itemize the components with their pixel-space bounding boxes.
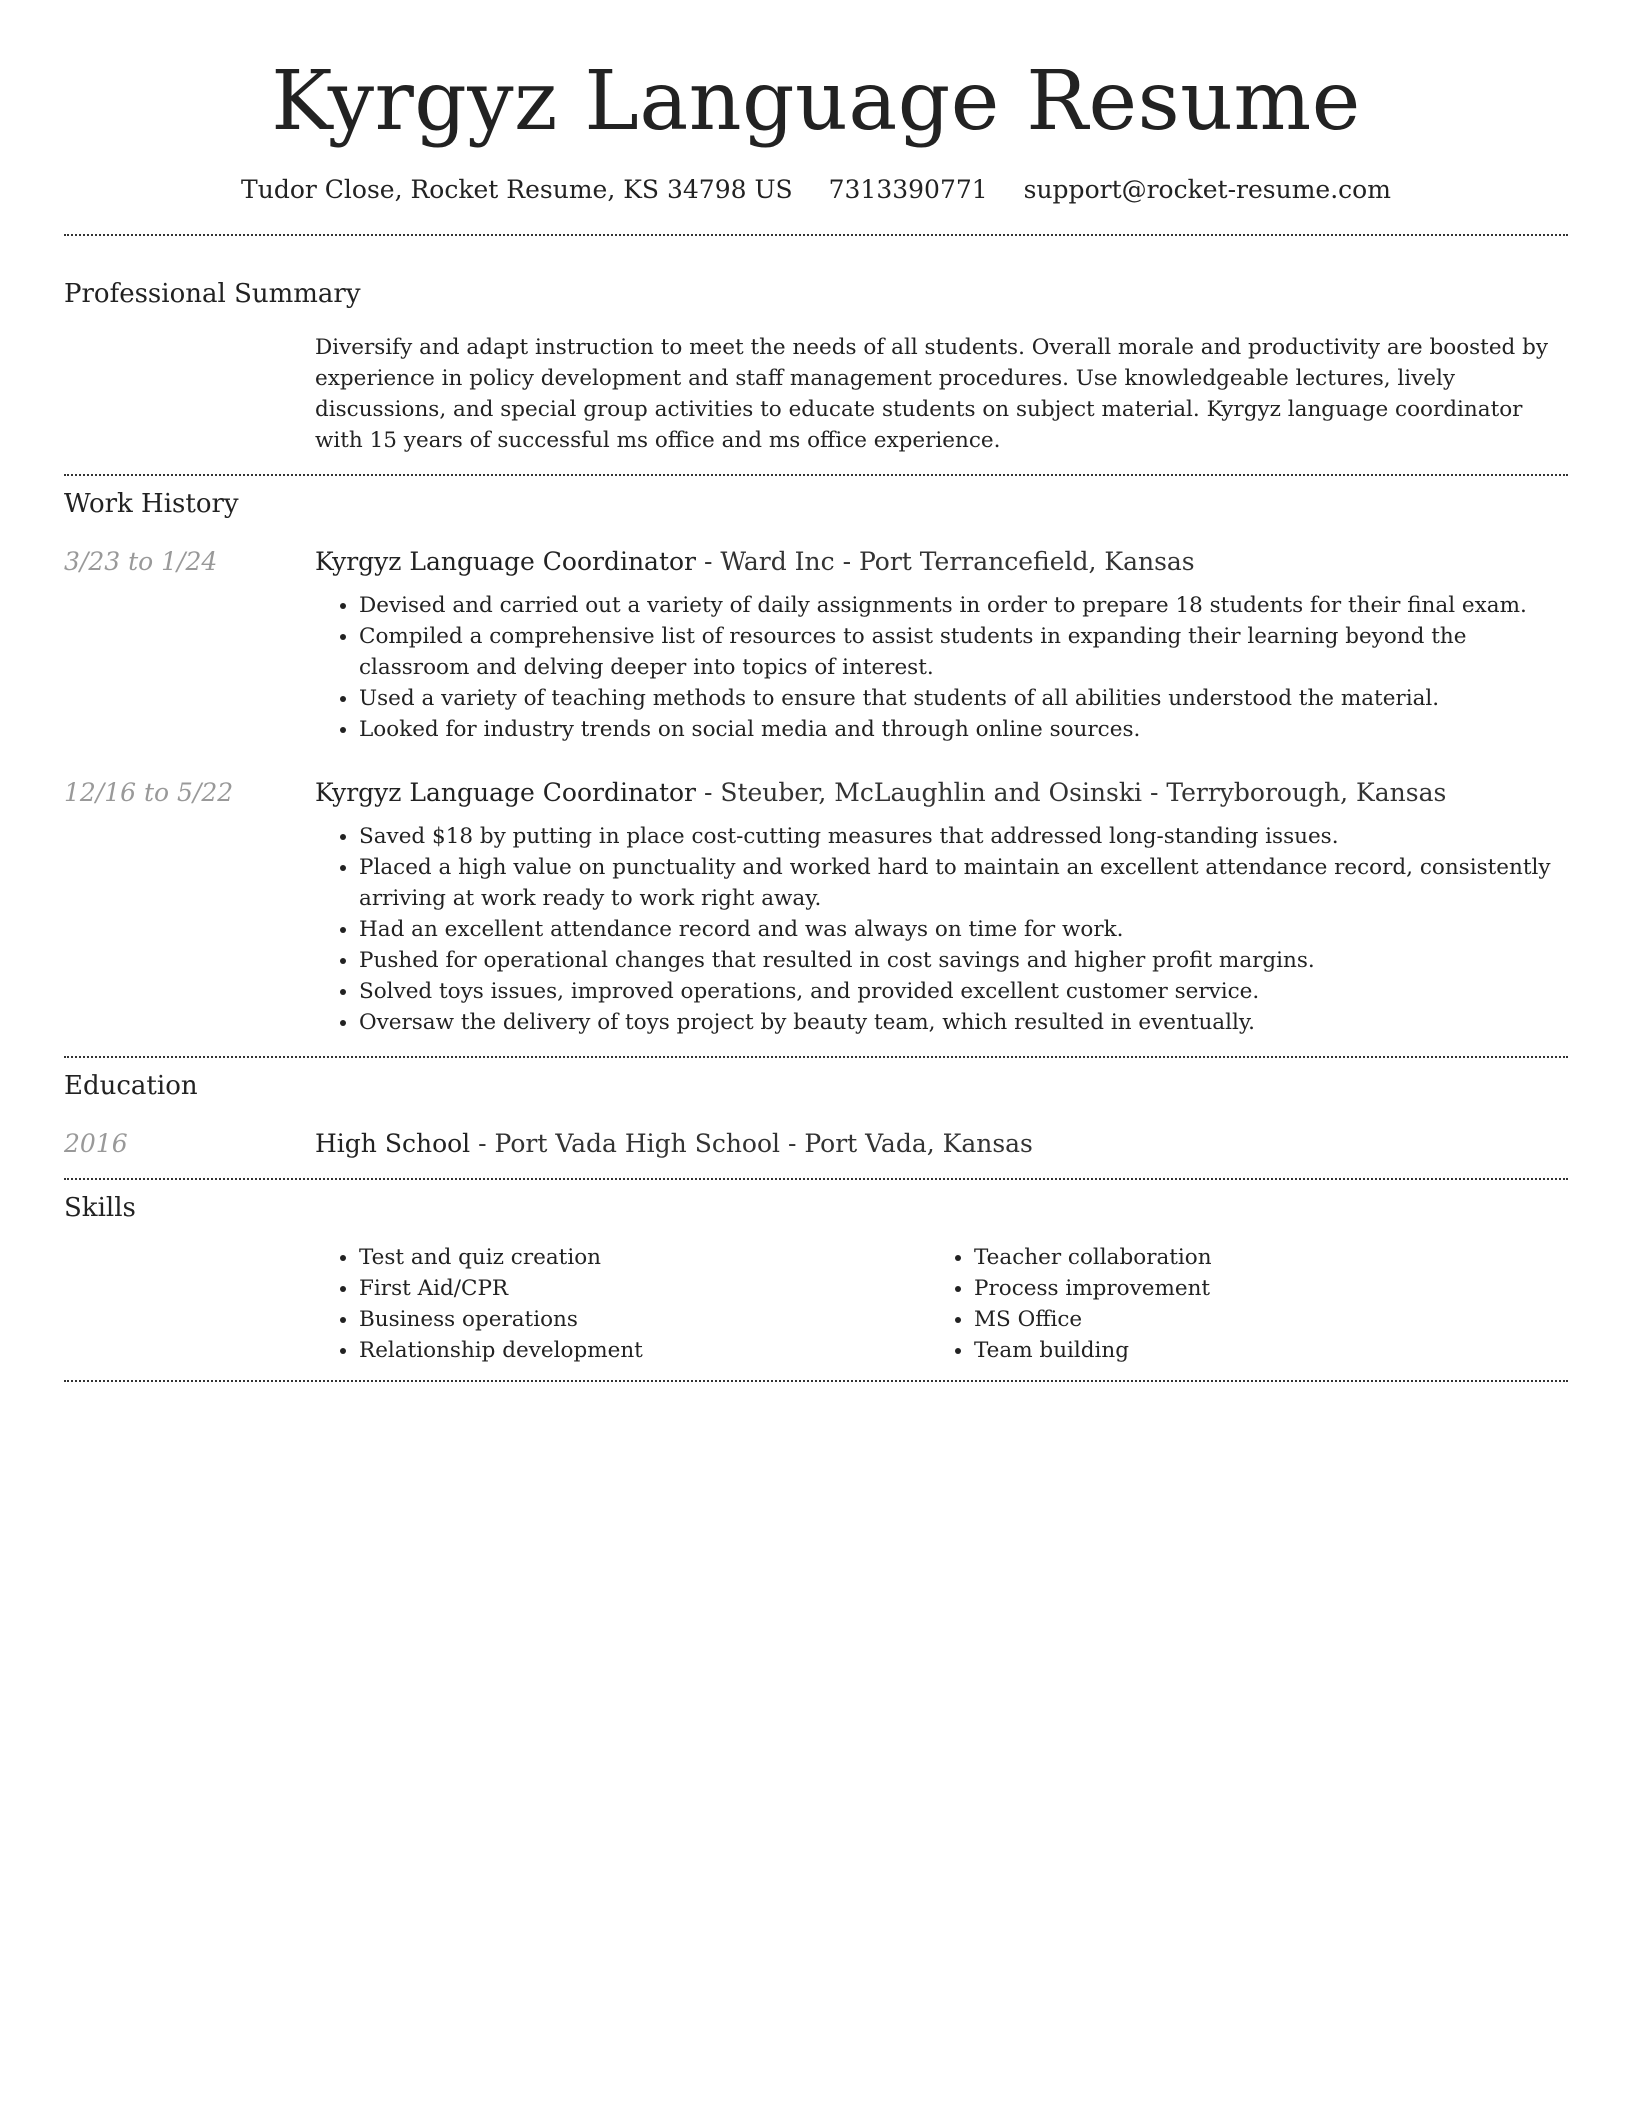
list-item: • Process improvement bbox=[974, 1273, 1545, 1304]
list-item: • Devised and carried out a variety of daily assignments in order to prepare 18 students for their final exam. bbox=[359, 590, 1568, 621]
skills-row bbox=[64, 1226, 1568, 1380]
skills-heading: Skills bbox=[64, 1193, 136, 1223]
education-school: Port Vada High School - Port Vada, Kansas bbox=[494, 1129, 1033, 1158]
section-divider bbox=[64, 234, 1568, 236]
list-item: • Teacher collaboration bbox=[974, 1242, 1545, 1273]
list-item: • Used a variety of teaching methods to ensure that students of all abilities understood the material. bbox=[359, 683, 1568, 714]
list-item: • Solved toys issues, improved operations, and provided excellent customer service. bbox=[359, 976, 1568, 1007]
job-entry bbox=[64, 775, 1568, 1056]
list-item: • Saved $18 by putting in place cost-cutting measures that addressed long-standing issues. bbox=[359, 821, 1568, 852]
section-divider bbox=[64, 1178, 1568, 1180]
summary-row bbox=[64, 312, 1568, 474]
job-entry bbox=[64, 544, 1568, 745]
skills-list-left bbox=[315, 1242, 930, 1366]
job-bullets bbox=[315, 821, 1568, 1038]
list-item: • First Aid/CPR bbox=[359, 1273, 930, 1304]
list-item: • Placed a high value on punctuality and worked hard to maintain an excellent attendance record, consistently arriving at work ready to work right away. bbox=[359, 852, 1568, 914]
job-role: Kyrgyz Language Coordinator bbox=[315, 547, 696, 576]
job-company: Steuber, McLaughlin and Osinski - Terryborough, Kansas bbox=[720, 778, 1447, 807]
education-entry bbox=[64, 1126, 1568, 1162]
list-item: • Pushed for operational changes that resulted in cost savings and higher profit margins. bbox=[359, 945, 1568, 976]
list-item: • Compiled a comprehensive list of resources to assist students in expanding their learning beyond the classroom and delving deeper into topics of interest. bbox=[359, 621, 1568, 683]
list-item: • MS Office bbox=[974, 1304, 1545, 1335]
contact-phone: 7313390771 bbox=[828, 175, 988, 204]
job-role: Kyrgyz Language Coordinator bbox=[315, 778, 696, 807]
list-item: • Test and quiz creation bbox=[359, 1242, 930, 1273]
job-company: Ward Inc - Port Terrancefield, Kansas bbox=[720, 547, 1195, 576]
job-dates: 12/16 to 5/22 bbox=[64, 778, 234, 807]
summary-heading: Professional Summary bbox=[64, 279, 361, 309]
resume-title: Kyrgyz Language Resume bbox=[271, 54, 1361, 149]
education-heading: Education bbox=[64, 1071, 198, 1101]
contact-email: support@rocket-resume.com bbox=[1023, 175, 1391, 204]
skills-section bbox=[64, 1190, 1568, 1380]
list-item: • Had an excellent attendance record and was always on time for work. bbox=[359, 914, 1568, 945]
job-bullets bbox=[315, 590, 1568, 745]
list-item: • Relationship development bbox=[359, 1335, 930, 1366]
list-item: • Looked for industry trends on social media and through online sources. bbox=[359, 714, 1568, 745]
job-title: Kyrgyz Language Coordinator - Ward Inc - Port Terrancefield, Kansas bbox=[315, 547, 1195, 576]
list-item: • Business operations bbox=[359, 1304, 930, 1335]
summary-section bbox=[64, 276, 1568, 474]
summary-text: Diversify and adapt instruction to meet the needs of all students. Overall morale and productivity are boosted by experience in policy development and staff management procedures. Use knowledgeable lectures, lively discussions, and special group activities to educate students on subject material. Kyrgyz language coordinator with 15 years of successful ms office and ms office experience. bbox=[315, 335, 1549, 453]
job-dates: 3/23 to 1/24 bbox=[64, 547, 218, 576]
contact-address: Tudor Close, Rocket Resume, KS 34798 US bbox=[241, 175, 793, 204]
education-section bbox=[64, 1068, 1568, 1162]
contact-line bbox=[64, 172, 1568, 208]
section-divider bbox=[64, 474, 1568, 476]
section-divider bbox=[64, 1056, 1568, 1058]
skills-columns bbox=[315, 1242, 1568, 1366]
education-year: 2016 bbox=[64, 1129, 128, 1158]
job-title: Kyrgyz Language Coordinator - Steuber, McLaughlin and Osinski - Terryborough, Kansas bbox=[315, 778, 1447, 807]
list-item: • Team building bbox=[974, 1335, 1545, 1366]
work-history-section bbox=[64, 486, 1568, 1056]
education-title: High School - Port Vada High School - Port Vada, Kansas bbox=[315, 1129, 1033, 1158]
list-item: • Oversaw the delivery of toys project by beauty team, which resulted in eventually. bbox=[359, 1007, 1568, 1038]
section-divider bbox=[64, 1380, 1568, 1382]
education-degree: High School bbox=[315, 1129, 471, 1158]
work-history-heading: Work History bbox=[64, 489, 239, 519]
skills-list-right bbox=[930, 1242, 1545, 1366]
resume-header bbox=[64, 0, 1568, 208]
